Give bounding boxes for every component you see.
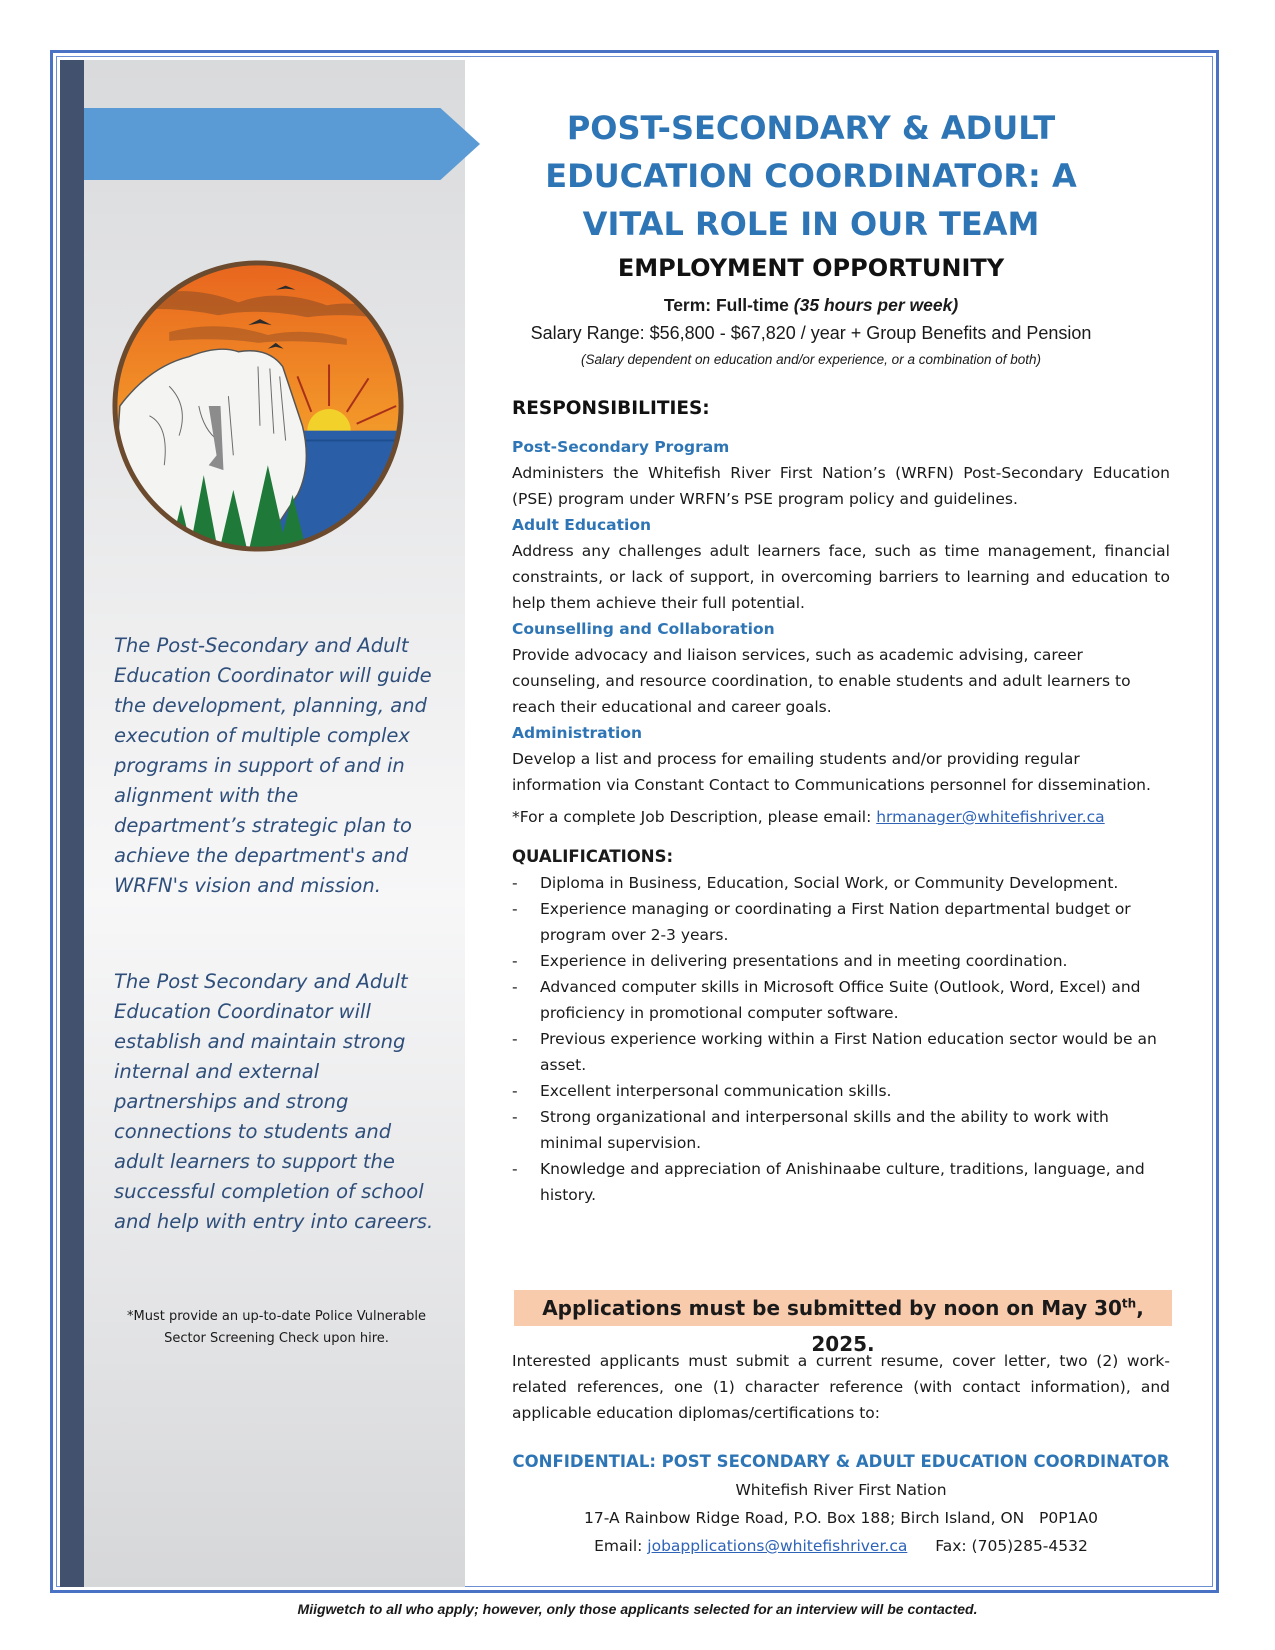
term-line — [506, 295, 1116, 316]
fax-number: Fax: (705)285-4532 — [935, 1537, 1088, 1555]
salary-note: (Salary dependent on education and/or experience, or a combination of both) — [580, 352, 1042, 367]
term-label: Term: Full-time — [663, 295, 789, 315]
qualification-item: - Diploma in Business, Education, Social Work, or Community Development. — [512, 870, 1170, 896]
sidebar-arrow-banner — [84, 108, 480, 180]
hr-email-link[interactable]: hrmanager@whitefishriver.ca — [876, 808, 1105, 826]
sidebar-screening-note: *Must provide an up-to-date Police Vulnerable Sector Screening Check upon hire. — [127, 1309, 426, 1346]
qualifications-list — [512, 870, 1170, 1208]
qualification-item: - Advanced computer skills in Microsoft Office Suite (Outlook, Word, Excel) and proficiency in promotional computer software. — [512, 974, 1170, 1026]
contact-block — [512, 1448, 1170, 1560]
section-title-adult-education: Adult Education — [512, 516, 652, 534]
confidential-heading: CONFIDENTIAL: POST SECONDARY & ADULT EDUCATION COORDINATOR — [512, 1452, 1170, 1471]
sidebar-paragraph-partnerships: The Post Secondary and Adult Education Coordinator will establish and maintain strong internal and external partnerships and strong connections to students and adult learners to support the successful completion of school and help with entry into careers. — [114, 970, 434, 1233]
qualification-item: - Experience managing or coordinating a First Nation departmental budget or program over 2-3 years. — [512, 896, 1170, 948]
qualification-item: - Excellent interpersonal communication skills. — [512, 1078, 1170, 1104]
mailing-address: 17-A Rainbow Ridge Road, P.O. Box 188; Birch Island, ON P0P1A0 — [584, 1509, 1098, 1527]
footer-note: Miigwetch to all who apply; however, only those applicants selected for an interview will be contacted. — [297, 1601, 978, 1617]
deadline-suffix: , 2025. — [811, 1296, 1144, 1356]
qualification-item: - Strong organizational and interpersonal skills and the ability to work with minimal supervision. — [512, 1104, 1170, 1156]
qualification-item: - Previous experience working within a First Nation education sector would be an asset. — [512, 1026, 1170, 1078]
section-text-administration: Develop a list and process for emailing students and/or providing regular information via Constant Contact to Communications personnel for dissemination. — [512, 750, 1151, 794]
term-hours: (35 hours per week) — [793, 295, 959, 315]
deadline-prefix: Applications must be submitted by noon on May 30 — [542, 1296, 1122, 1320]
section-text-post-secondary: Administers the Whitefish River First Nation’s (WRFN) Post-Secondary Education (PSE) program under WRFN’s PSE program policy and guidelines. — [512, 464, 1170, 508]
job-description-line — [512, 804, 1170, 830]
application-deadline-banner — [514, 1290, 1172, 1356]
wrfn-logo-emblem — [110, 258, 406, 554]
deadline-superscript: th — [1121, 1296, 1137, 1311]
employment-opportunity-heading: EMPLOYMENT OPPORTUNITY — [617, 254, 1005, 282]
section-text-adult-education: Address any challenges adult learners face, such as time management, financial constraints, or lack of support, in overcoming barriers to learning and education to help them achieve their full potential. — [512, 542, 1170, 612]
organization-name: Whitefish River First Nation — [735, 1481, 947, 1499]
salary-range: Salary Range: $56,800 - $67,820 / year + Group Benefits and Pension — [530, 323, 1092, 343]
job-applications-email-link[interactable]: jobapplications@whitefishriver.ca — [647, 1537, 908, 1555]
left-accent-bar — [60, 60, 84, 1587]
sidebar-paragraph-guide: The Post-Secondary and Adult Education Coordinator will guide the development, planning, and execution of multiple complex programs in support of and in alignment with the department’s strategic plan to achieve the department's and WRFN's vision and mission. — [114, 634, 432, 897]
section-title-administration: Administration — [512, 724, 643, 742]
main-content — [512, 396, 1170, 1208]
application-instructions: Interested applicants must submit a current resume, cover letter, two (2) work-related references, one (1) character reference (with contact information), and applicable education diplomas/certifications to: — [512, 1352, 1170, 1422]
page-title: POST-SECONDARY & ADULT EDUCATION COORDINATOR: A VITAL ROLE IN OUR TEAM — [545, 109, 1077, 243]
qualification-item: - Knowledge and appreciation of Anishinaabe culture, traditions, language, and history. — [512, 1156, 1170, 1208]
responsibilities-heading: RESPONSIBILITIES: — [512, 398, 710, 419]
section-text-counselling: Provide advocacy and liaison services, such as academic advising, career counseling, and resource coordination, to enable students and adult learners to reach their educational and career goals. — [512, 646, 1131, 716]
email-label: Email: — [594, 1537, 648, 1555]
qualifications-heading: QUALIFICATIONS: — [512, 847, 674, 866]
section-title-counselling: Counselling and Collaboration — [512, 620, 775, 638]
job-description-text: *For a complete Job Description, please email: — [512, 808, 877, 826]
section-title-post-secondary: Post-Secondary Program — [512, 438, 730, 456]
qualification-item: - Experience in delivering presentations and in meeting coordination. — [512, 948, 1170, 974]
contact-line — [512, 1532, 1170, 1560]
